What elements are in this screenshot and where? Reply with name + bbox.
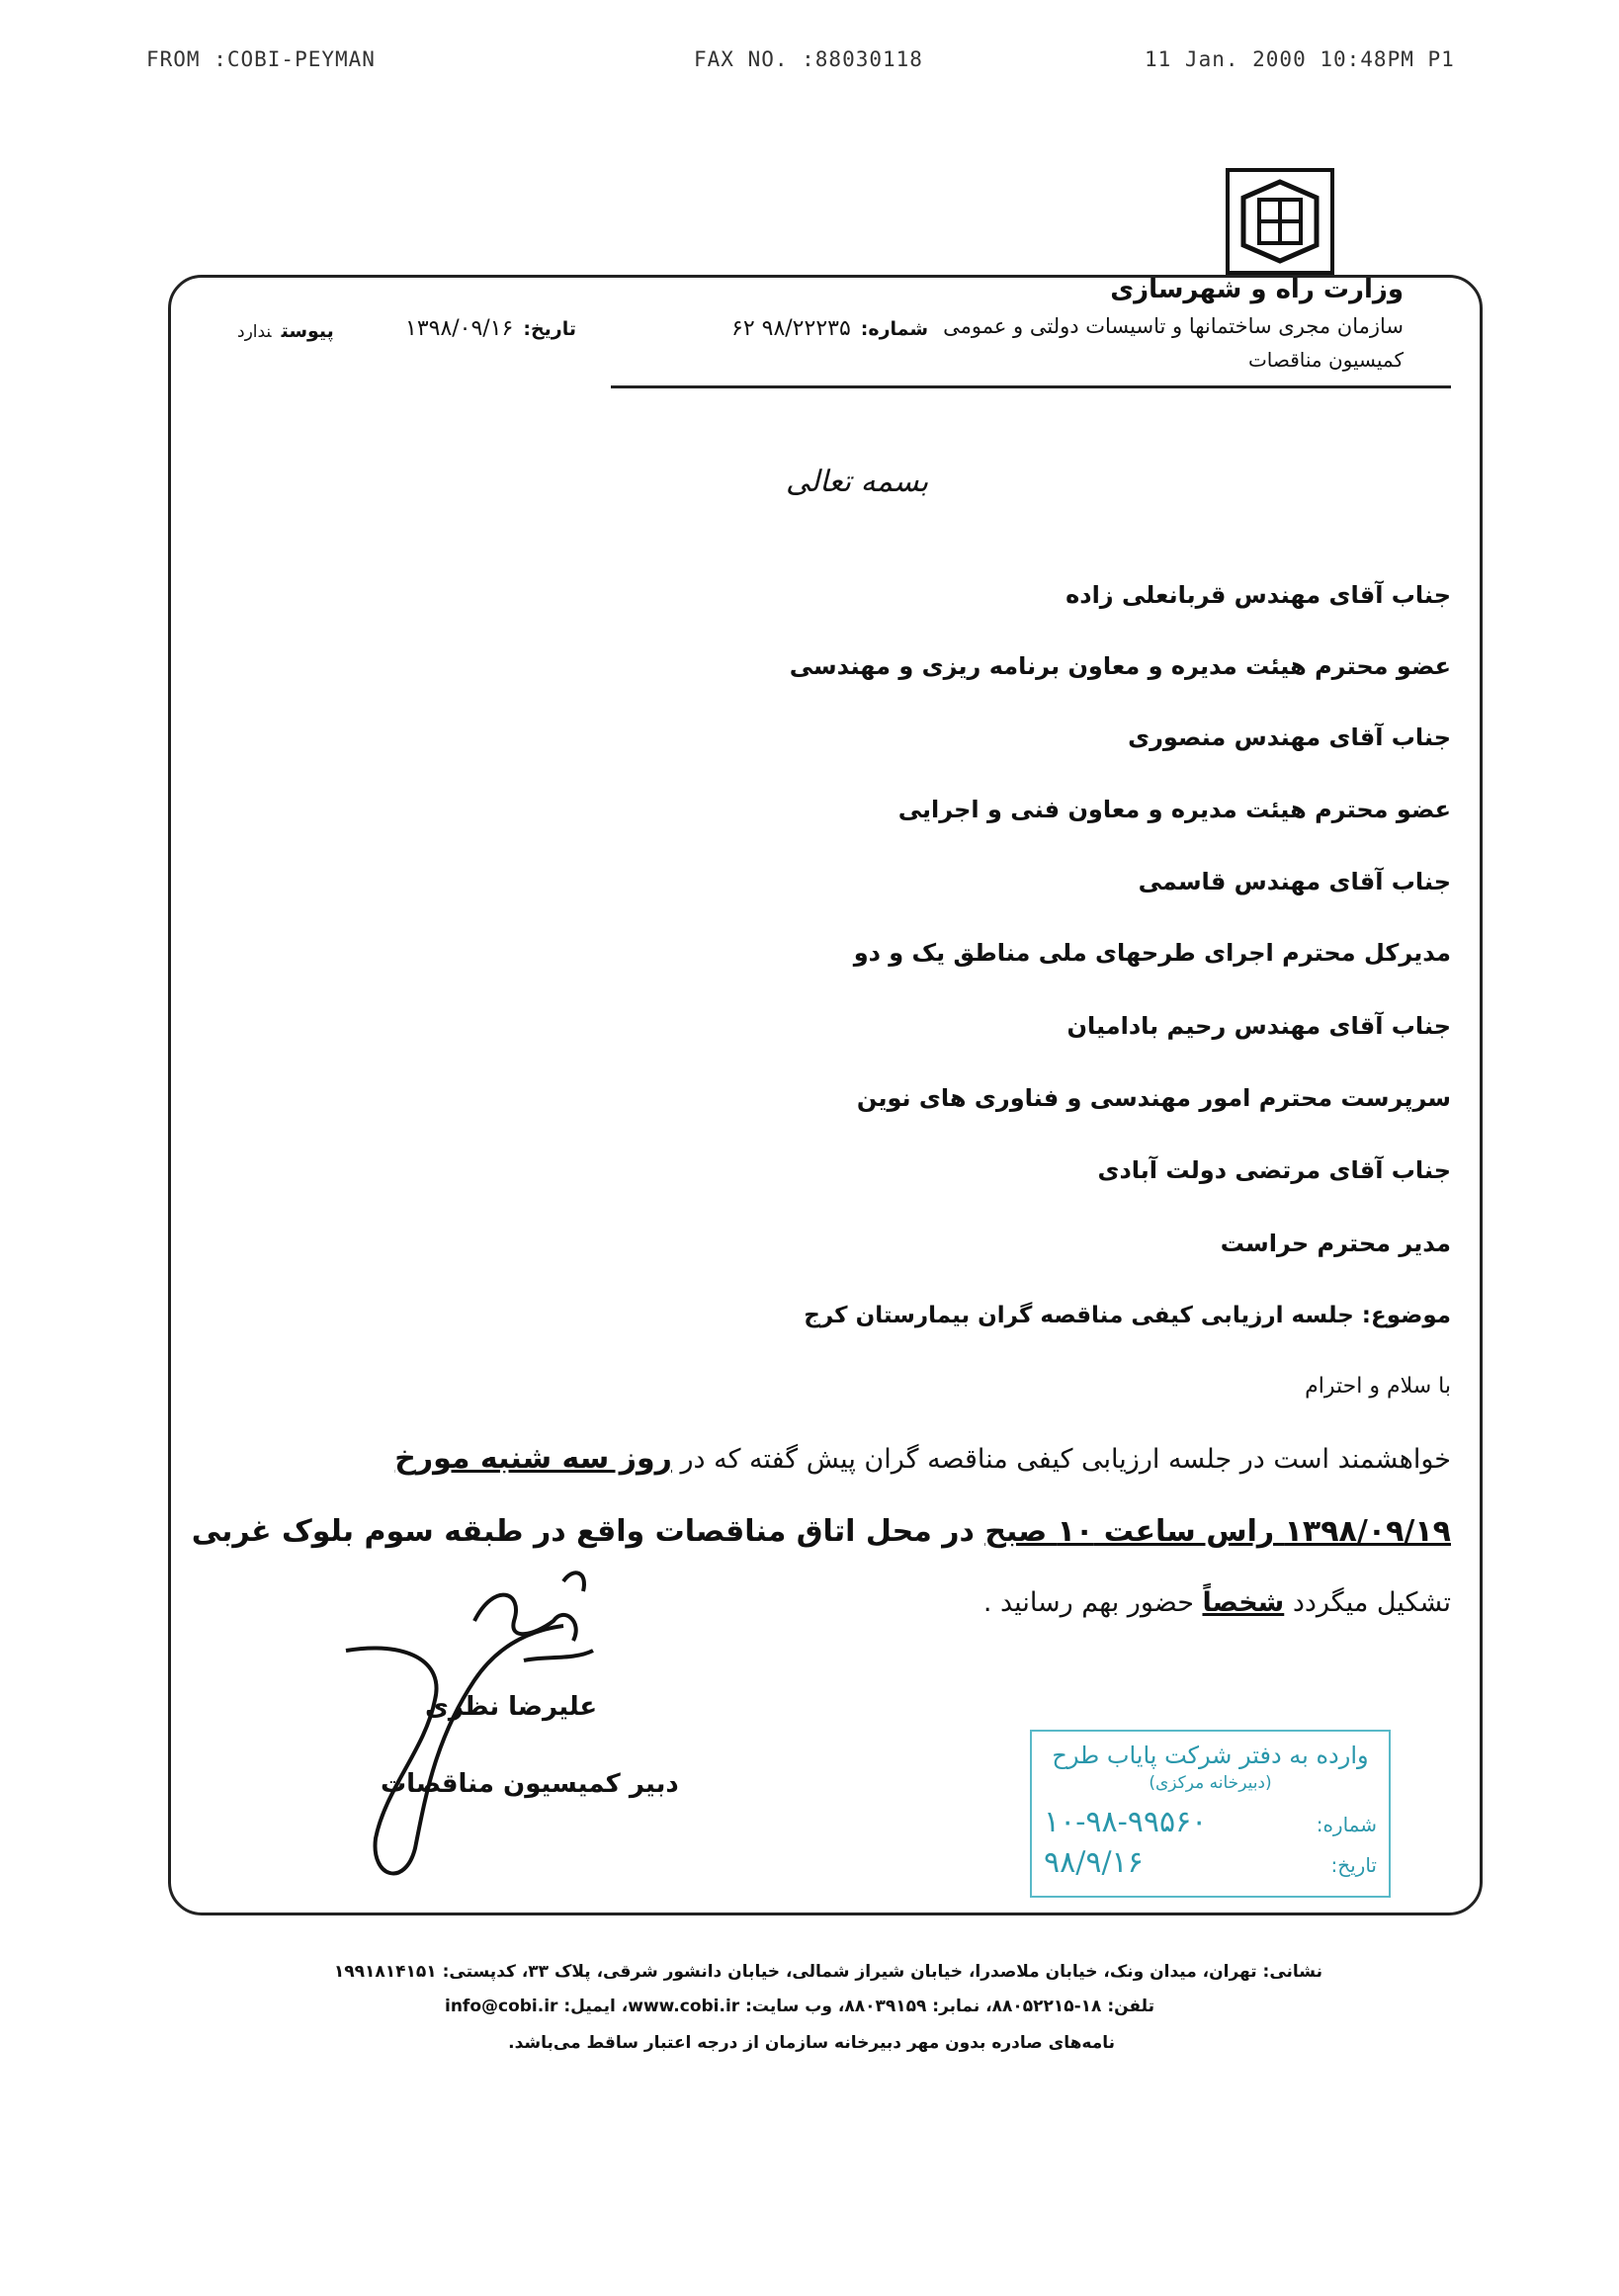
recipient-line: عضو محترم هیئت مدیره و معاون برنامه ریزی و مهندسی xyxy=(789,652,1451,680)
body-text: تشکیل میگردد xyxy=(1284,1587,1451,1618)
letter-number xyxy=(731,316,928,341)
organization-name: سازمان مجری ساختمانها و تاسیسات دولتی و عمومی xyxy=(943,314,1404,338)
signer-title: دبیر کمیسیون مناقصات xyxy=(381,1769,679,1799)
in-person-emphasis: شخصاً xyxy=(1202,1587,1285,1618)
footer-notice: نامه‌های صادره بدون مهر دبیرخانه سازمان از درجه اعتبار ساقط می‌باشد. xyxy=(508,2033,1115,2053)
stamp-date-value: ۹۸/۹/۱۶ xyxy=(1044,1845,1144,1880)
basmala: بسمه تعالی xyxy=(786,465,929,499)
body-line-3 xyxy=(983,1587,1451,1618)
recipient-line: جناب آقای مهندس منصوری xyxy=(1128,723,1451,751)
recipient-line: مدیر محترم حراست xyxy=(1220,1230,1451,1257)
letter-date-value: ۱۳۹۸/۰۹/۱۶ xyxy=(405,316,514,341)
footer-contact: تلفن: ۱۸-۸۸۰۵۲۲۱۵، نمابر: ۸۸۰۳۹۱۵۹، وب سایت: www.cobi.ir، ایمیل: info@cobi.ir xyxy=(445,1997,1154,2016)
fax-date: 11 Jan. 2000 10:48PM P1 xyxy=(1145,47,1455,71)
attachment-label: پیوست xyxy=(281,320,334,342)
body-text: خواهشمند است در جلسه ارزیابی کیفی مناقصه گران پیش گفته که در xyxy=(671,1444,1451,1475)
recipient-line: سرپرست محترم امور مهندسی و فناوری های نوین xyxy=(856,1084,1451,1112)
letter-number-value: ۹۸/۲۲۲۳۵ ۶۲ xyxy=(731,316,851,341)
greeting: با سلام و احترام xyxy=(1305,1374,1451,1399)
recipient-line: جناب آقای مهندس قاسمی xyxy=(1138,868,1451,895)
body-line-2 xyxy=(192,1514,1451,1549)
recipient-line: جناب آقای مرتضی دولت آبادی xyxy=(1097,1156,1451,1184)
handwritten-signature xyxy=(326,1562,623,1888)
body-text: حضور بهم رسانید . xyxy=(982,1587,1203,1618)
recipient-line: جناب آقای مهندس رحیم بادامیان xyxy=(1066,1012,1451,1040)
stamp-subtitle: (دبیرخانه مرکزی) xyxy=(1149,1773,1272,1793)
letter-date xyxy=(405,316,576,341)
recipient-line: مدیرکل محترم اجرای طرحهای ملی مناطق یک و دو xyxy=(853,939,1451,967)
footer-address: نشانی: تهران، میدان ونک، خیابان ملاصدرا، خیابان شیراز شمالی، خیابان دانشور شرقی، پلاک ۳۳، کدپستی: ۱۹۹۱۸۱۴۱۵۱ xyxy=(333,1962,1322,1982)
stamp-number-label: شماره: xyxy=(1316,1813,1377,1836)
signer-name: علیرضا نظری xyxy=(425,1692,598,1722)
fax-from: FROM :COBI-PEYMAN xyxy=(146,47,376,71)
meeting-datetime: ۱۳۹۸/۰۹/۱۹ راس ساعت ۱۰ صبح xyxy=(984,1514,1451,1549)
stamp-title: وارده به دفتر شرکت پایاب طرح xyxy=(1052,1742,1369,1769)
recipient-line: جناب آقای مهندس قربانعلی زاده xyxy=(1065,581,1451,609)
attachment-value: ندارد xyxy=(237,322,272,342)
letter-attachment xyxy=(237,318,334,343)
ministry-name: وزارت راه و شهرسازی xyxy=(1110,275,1404,304)
ministry-logo-icon xyxy=(1226,168,1334,275)
department-name: کمیسیون مناقصات xyxy=(1247,348,1404,372)
header-divider xyxy=(611,385,1451,388)
body-line-1 xyxy=(394,1441,1451,1476)
letter-number-label: شماره: xyxy=(860,318,929,340)
meeting-day: روز سه شنبه مورخ xyxy=(394,1441,672,1476)
stamp-date-label: تاریخ: xyxy=(1330,1853,1377,1877)
letter-date-label: تاریخ: xyxy=(523,318,576,340)
meeting-location: در محل اتاق مناقصات واقع در طبقه سوم بلوک غربی xyxy=(191,1514,985,1549)
stamp-number-value: ۱۰-۹۸-۹۹۵۶۰ xyxy=(1044,1805,1208,1839)
receipt-stamp xyxy=(1030,1730,1391,1898)
subject-line: موضوع: جلسه ارزیابی کیفی مناقصه گران بیمارستان کرج xyxy=(804,1303,1451,1328)
fax-number: FAX NO. :88030118 xyxy=(694,47,923,71)
recipient-line: عضو محترم هیئت مدیره و معاون فنی و اجرایی xyxy=(897,796,1451,823)
